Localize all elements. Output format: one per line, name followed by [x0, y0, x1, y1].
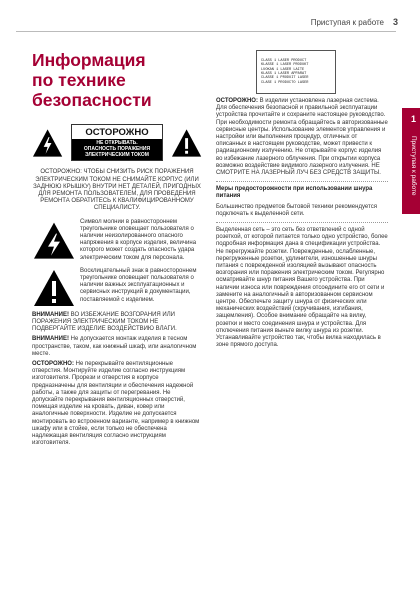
exclamation-warning-icon	[171, 128, 202, 158]
exclamation-triangle-icon	[32, 268, 76, 308]
power-cord-intro: Большинство предметов бытовой техники рекомендуется подключать к выделенной сети.	[216, 203, 377, 217]
lightning-triangle-icon	[32, 219, 76, 262]
laser-product-label: CLASS 1 LASER PRODUCT KLASSE 1 LASER PRODUKT LUOKAN 1 LASER LAITE KLASS 1 LASER APPARAT CLASSE 1 PRODUIT LASER CLASE 1 PRODUCTO LASER	[256, 50, 336, 94]
divider	[216, 222, 388, 223]
header-divider	[16, 31, 396, 32]
lightning-warning-icon	[32, 128, 63, 158]
exclamation-symbol-note	[32, 268, 202, 308]
exclamation-symbol-text: Восклицательный знак в равностороннем треугольнике оповещает пользователя о наличии важных эксплуатационных и сервисных инструкций в документации, поставляемой с изделием.	[80, 267, 197, 303]
chapter-tab-number: 1	[410, 114, 416, 124]
laser-caution: ОСТОРОЖНО: В изделии установлена лазерная система. Для обеспечения безопасной и правильной эксплуатации устройства прочитайте и сохраните настоящее руководство. При необходимости ремонта обращайтесь в авторизованные сервисные центры. Использование элементов управления и настройки или выполнения процедур, отличных от описанных в настоящем руководстве, может привести к радиационному излучению. Не открывайте корпус изделия во избежание лазерного облучения. При открытии корпуса возможно воздействие видимого лазерного излучения. НЕ СМОТРИТЕ НА ЛАЗЕРНЫЙ ЛУЧ БЕЗ СРЕДСТВ ЗАЩИТЫ.	[216, 98, 388, 177]
lightning-symbol-text: Символ молнии в равностороннем треугольнике оповещает пользователя о наличии неизолированного опасного напряжения в корпусе изделия, величина которого может создать опасность удара электрическим током для персонала.	[80, 218, 197, 261]
page-title: Информация по технике безопасности	[32, 50, 152, 110]
warning-installation: ВНИМАНИЕ! Не допускается монтаж изделия в тесном пространстве, таком, как книжный шкаф, или аналогичном месте.	[32, 336, 197, 357]
header-title: Приступая к работе	[310, 18, 384, 27]
power-cord-heading: Меры предосторожности при использовании шнура питания	[216, 186, 373, 200]
caution-title: ОСТОРОЖНО	[85, 127, 149, 138]
power-cord-details: Выделенная сеть – это сеть без ответвлений с одной розеткой, от которой питается только одно устройство, более подробная информация дана в спецификации устройства. Не перегружайте розетки. Поврежденные, ослабленные, перегруженные розетки, удлинители, изношенные шнуры питания с поврежденной изоляцией вызывают опасность возгорания или поражения электрическим током. Регулярно осматривайте шнур питания Вашего устройства. При наличии износа или повреждения отсоедините его от сети и замените на аналогичный в авторизованном сервисном центре. Обеспечьте защиту шнура от физических или механических воздействий (скручивания, изгибания, защемления). Особое внимание обращайте на вилку, розетки и место соединения шнура и устройства. Для отключения питания выньте вилку шнура из розетки. Устанавливайте устройство так, чтобы вилка находилась в зоне прямого доступа.	[216, 227, 388, 349]
left-column	[32, 50, 202, 450]
caution-paragraph: ОСТОРОЖНО: ЧТОБЫ СНИЗИТЬ РИСК ПОРАЖЕНИЯ ЭЛЕКТРИЧЕСКИМ ТОКОМ НЕ СНИМАЙТЕ КОРПУС (ИЛИ ЗАДНЮЮ КРЫШКУ) ВНУТРИ НЕТ ДЕТАЛЕЙ, ПРИГОДНЫХ ДЛЯ РЕМОНТА ПОЛЬЗОВАТЕЛЕМ, ДЛЯ ПРОВЕДЕНИЯ РЕМОНТА ОБРАТИТЕСЬ К КВАЛИФИЦИРОВАННОМУ СПЕЦИАЛИСТУ.	[33, 169, 201, 212]
caution-box	[71, 124, 163, 161]
divider	[216, 181, 388, 182]
page-number: 3	[392, 17, 398, 27]
right-column	[216, 50, 388, 353]
caution-label	[32, 124, 202, 161]
chapter-tab-label: Приступая к работе	[410, 136, 417, 196]
lightning-symbol-note	[32, 219, 202, 262]
page-header	[0, 0, 420, 30]
caution-ventilation: ОСТОРОЖНО: Не перекрывайте вентиляционные отверстия. Монтируйте изделие согласно инструкциям изготовителя. Прорези и отверстия в корпусе предназначены для вентиляции и обеспечения надежной работы, а также для защиты от перегревания. Не допускайте перекрывания вентиляционных отверстий, помещая изделие на кровать, диван, ковер или аналогичные поверхности. Изделие не допускается монтировать во встроенном варианте, например в книжном шкафу или в стойке, если только не обеспечена надлежащая вентиляция согласно инструкциям изготовителя.	[32, 361, 200, 447]
caution-body: НЕ ОТКРЫВАТЬ. ОПАСНОСТЬ ПОРАЖЕНИЯ ЭЛЕКТРИЧЕСКИМ ТОКОМ	[72, 139, 162, 160]
warning-moisture: ВНИМАНИЕ! ВО ИЗБЕЖАНИЕ ВОЗГОРАНИЯ ИЛИ ПОРАЖЕНИЯ ЭЛЕКТРИЧЕСКИМ ТОКОМ НЕ ПОДВЕРГАЙТЕ ИЗДЕЛИЕ ВОЗДЕЙСТВИЮ ВЛАГИ.	[32, 311, 177, 333]
